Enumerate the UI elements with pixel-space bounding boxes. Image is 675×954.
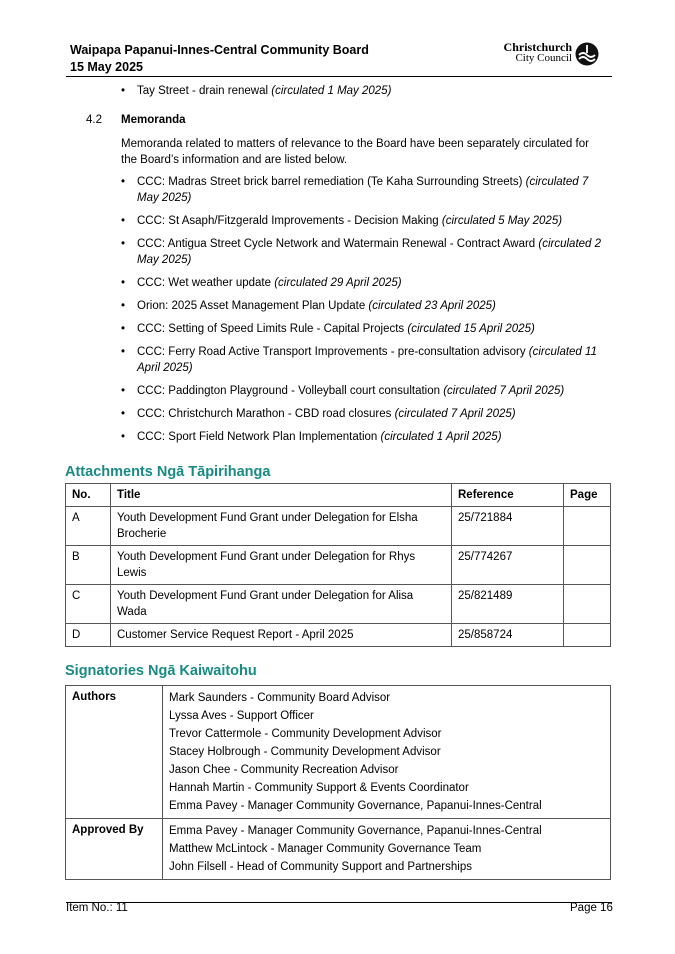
author-entry: Lyssa Aves - Support Officer [169, 710, 314, 722]
item-text: CCC: Wet weather update [137, 277, 275, 289]
approver-entry: Emma Pavey - Manager Community Governance, Papanui-Innes-Central [169, 825, 542, 837]
meeting-date: 15 May 2025 [70, 60, 143, 74]
council-emblem-icon [575, 42, 599, 66]
item-circulated: (circulated 1 May 2025) [271, 85, 392, 97]
memoranda-list [121, 174, 606, 445]
item-circulated: (circulated 29 April 2025) [274, 277, 402, 289]
item-text: Orion: 2025 Asset Management Plan Update [137, 300, 369, 312]
table-row [66, 624, 611, 647]
approver-entry: Matthew McLintock - Manager Community Governance Team [169, 843, 482, 855]
item-text: CCC: Ferry Road Active Transport Improvements - pre-consultation advisory [137, 346, 529, 358]
cell-page [564, 546, 611, 585]
cell-no: D [66, 624, 111, 647]
item-text: CCC: Sport Field Network Plan Implementation [137, 431, 381, 443]
cell-title: Customer Service Request Report - April 2025 [111, 624, 452, 647]
col-header-page: Page [564, 484, 611, 507]
cell-reference: 25/721884 [452, 507, 564, 546]
list-item [121, 236, 606, 268]
section-number: 4.2 [86, 114, 102, 126]
cell-page [564, 624, 611, 647]
col-header-reference: Reference [452, 484, 564, 507]
list-item [121, 275, 606, 291]
list-item [121, 213, 606, 229]
authors-list [163, 686, 611, 819]
memoranda-intro: Memoranda related to matters of relevance to the Board have been separately circulated for the Board’s information and are listed below. [121, 138, 589, 166]
item-text: CCC: Setting of Speed Limits Rule - Capital Projects [137, 323, 408, 335]
memoranda-heading: Memoranda [121, 114, 186, 126]
header-rule [66, 76, 612, 77]
item-text: CCC: Antigua Street Cycle Network and Watermain Renewal - Contract Award [137, 238, 539, 250]
item-circulated: (circulated 7 May 2025) [137, 176, 589, 204]
signatories-heading: Signatories Ngā Kaiwaitohu [65, 663, 257, 679]
approved-list [163, 819, 611, 880]
author-entry: Hannah Martin - Community Support & Events Coordinator [169, 782, 469, 794]
cell-page [564, 507, 611, 546]
board-name: Waipapa Papanui-Innes-Central Community Board [70, 43, 369, 57]
table-row [66, 686, 611, 819]
logo-line-1: Christchurch [503, 40, 572, 54]
cell-page [564, 585, 611, 624]
cell-title: Youth Development Fund Grant under Delegation for Alisa Wada [111, 585, 452, 624]
item-circulated: (circulated 15 April 2025) [407, 323, 535, 335]
item-circulated: (circulated 23 April 2025) [368, 300, 496, 312]
cell-no: A [66, 507, 111, 546]
footer-item-number: Item No.: 11 [66, 902, 128, 914]
author-entry: Jason Chee - Community Recreation Advisor [169, 764, 399, 776]
item-text: CCC: Christchurch Marathon - CBD road closures [137, 408, 395, 420]
list-item [121, 174, 606, 206]
col-header-title: Title [111, 484, 452, 507]
author-entry: Trevor Cattermole - Community Development Advisor [169, 728, 442, 740]
cell-no: B [66, 546, 111, 585]
item-text: CCC: Madras Street brick barrel remediation (Te Kaha Surrounding Streets) [137, 176, 526, 188]
item-circulated: (circulated 5 May 2025) [441, 215, 563, 227]
cell-reference: 25/774267 [452, 546, 564, 585]
page-header-title [70, 42, 369, 76]
item-circulated: (circulated 11 April 2025) [137, 346, 597, 374]
table-row [66, 585, 611, 624]
list-item [121, 298, 606, 314]
author-entry: Mark Saunders - Community Board Advisor [169, 692, 391, 704]
attachments-table [65, 483, 611, 647]
cell-reference: 25/858724 [452, 624, 564, 647]
list-item [121, 83, 606, 99]
table-header-row [66, 484, 611, 507]
cell-title: Youth Development Fund Grant under Delegation for Rhys Lewis [111, 546, 452, 585]
item-text: Tay Street - drain renewal [137, 85, 272, 97]
top-bullet-list [121, 83, 606, 99]
table-row [66, 819, 611, 880]
item-circulated: (circulated 2 May 2025) [137, 238, 602, 266]
item-text: CCC: Paddington Playground - Volleyball court consultation [137, 385, 444, 397]
footer-rule [66, 902, 612, 903]
list-item [121, 321, 606, 337]
authors-label: Authors [66, 686, 163, 819]
logo-line-2: City Council [515, 52, 572, 64]
cell-no: C [66, 585, 111, 624]
col-header-no: No. [66, 484, 111, 507]
author-entry: Stacey Holbrough - Community Development Advisor [169, 746, 441, 758]
list-item [121, 406, 606, 422]
approved-by-label: Approved By [66, 819, 163, 880]
item-circulated: (circulated 7 April 2025) [394, 408, 516, 420]
item-circulated: (circulated 1 April 2025) [380, 431, 502, 443]
table-row [66, 546, 611, 585]
cell-title: Youth Development Fund Grant under Delegation for Elsha Brocherie [111, 507, 452, 546]
author-entry: Emma Pavey - Manager Community Governance, Papanui-Innes-Central [169, 800, 542, 812]
attachments-heading: Attachments Ngā Tāpirihanga [65, 464, 271, 480]
table-row [66, 507, 611, 546]
item-circulated: (circulated 7 April 2025) [443, 385, 565, 397]
signatories-table [65, 685, 611, 880]
list-item [121, 429, 606, 445]
cell-reference: 25/821489 [452, 585, 564, 624]
list-item [121, 383, 606, 399]
footer-page-number: Page 16 [570, 902, 613, 914]
council-logo [498, 42, 602, 68]
logo-text [498, 42, 572, 64]
item-text: CCC: St Asaph/Fitzgerald Improvements - Decision Making [137, 215, 442, 227]
approver-entry: John Filsell - Head of Community Support and Partnerships [169, 861, 472, 873]
list-item [121, 344, 606, 376]
